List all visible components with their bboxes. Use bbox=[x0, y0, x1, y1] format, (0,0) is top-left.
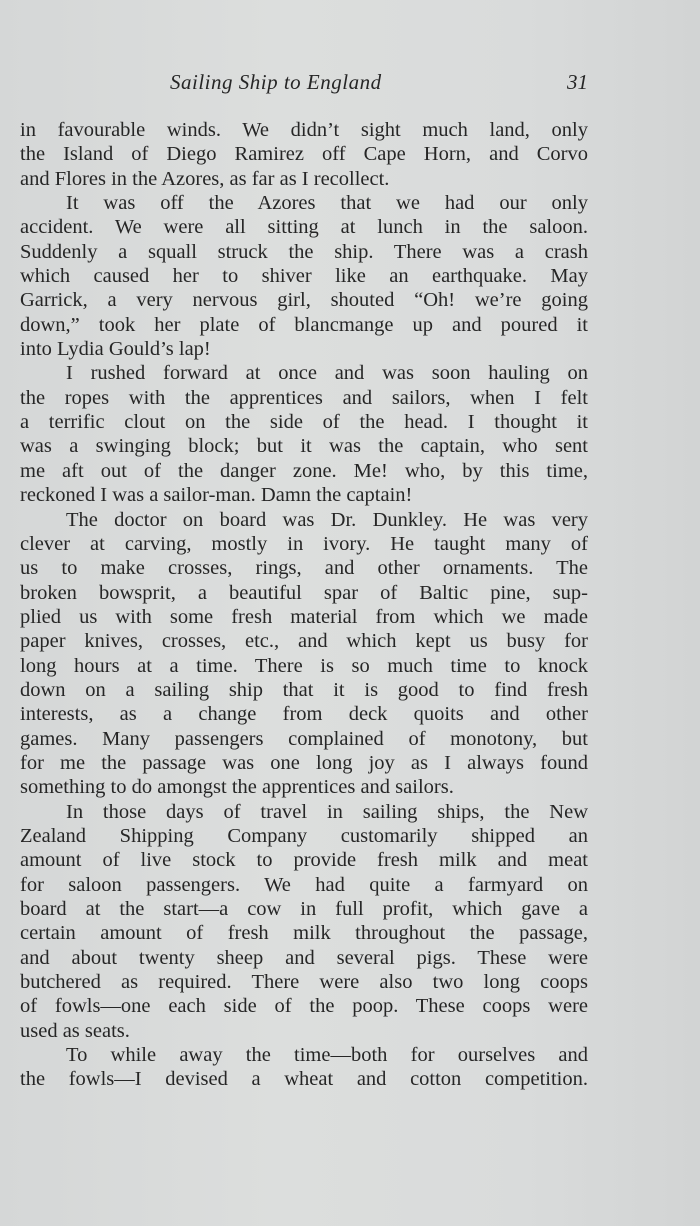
running-title: Sailing Ship to England bbox=[170, 70, 382, 94]
text-line: plied us with some fresh material from which we made bbox=[20, 605, 588, 628]
text-line: long hours at a time. There is so much time to knock bbox=[20, 654, 588, 677]
text-line: Suddenly a squall struck the ship. There was a crash bbox=[20, 240, 588, 263]
text-line: the fowls—I devised a wheat and cotton competition. bbox=[20, 1068, 588, 1091]
text-line: clever at carving, mostly in ivory. He taught many of bbox=[20, 532, 588, 555]
text-line: I rushed forward at once and was soon hauling on bbox=[66, 362, 588, 385]
text-line: was a swinging block; but it was the captain, who sent bbox=[20, 435, 588, 458]
text-line: broken bowsprit, a beautiful spar of Baltic pine, sup- bbox=[20, 581, 588, 604]
text-line: used as seats. bbox=[20, 1019, 130, 1042]
text-line: paper knives, crosses, etc., and which kept us busy for bbox=[20, 630, 588, 653]
text-line: a terrific clout on the side of the head. I thought it bbox=[20, 411, 588, 434]
text-line: and about twenty sheep and several pigs. These were bbox=[20, 946, 588, 969]
text-line: and Flores in the Azores, as far as I recollect. bbox=[20, 167, 390, 190]
text-line: To while away the time—both for ourselves and bbox=[66, 1044, 588, 1067]
text-line: The doctor on board was Dr. Dunkley. He was very bbox=[66, 508, 588, 531]
text-line: interests, as a change from deck quoits and other bbox=[20, 703, 588, 726]
text-line: something to do amongst the apprentices and sailors. bbox=[20, 776, 454, 799]
text-line: In those days of travel in sailing ships, the New bbox=[66, 800, 588, 823]
text-line: amount of live stock to provide fresh milk and meat bbox=[20, 849, 588, 872]
text-line: the ropes with the apprentices and sailors, when I felt bbox=[20, 386, 588, 409]
text-line: us to make crosses, rings, and other ornaments. The bbox=[20, 557, 588, 580]
text-line: which caused her to shiver like an earthquake. May bbox=[20, 265, 588, 288]
text-line: accident. We were all sitting at lunch in the saloon. bbox=[20, 216, 588, 239]
text-line: games. Many passengers complained of monotony, but bbox=[20, 727, 588, 750]
text-line: for me the passage was one long joy as I always found bbox=[20, 751, 588, 774]
text-line: for saloon passengers. We had quite a farmyard on bbox=[20, 873, 588, 896]
text-line: Zealand Shipping Company customarily shipped an bbox=[20, 824, 588, 847]
text-line: butchered as required. There were also two long coops bbox=[20, 971, 588, 994]
text-line: It was off the Azores that we had our only bbox=[66, 192, 588, 215]
text-line: certain amount of fresh milk throughout the passage, bbox=[20, 922, 588, 945]
running-head bbox=[20, 70, 588, 100]
text-line: the Island of Diego Ramirez off Cape Horn, and Corvo bbox=[20, 143, 588, 166]
text-line: of fowls—one each side of the poop. These coops were bbox=[20, 995, 588, 1018]
text-line: down on a sailing ship that it is good to find fresh bbox=[20, 678, 588, 701]
text-line: reckoned I was a sailor-man. Damn the captain! bbox=[20, 484, 413, 507]
body-text bbox=[20, 118, 588, 1092]
text-line: board at the start—a cow in full profit, which gave a bbox=[20, 898, 588, 920]
page-number: 31 bbox=[567, 70, 588, 94]
text-line: me aft out of the danger zone. Me! who, by this time, bbox=[20, 459, 588, 482]
text-line: down,” took her plate of blancmange up and poured it bbox=[20, 313, 588, 336]
text-line: Garrick, a very nervous girl, shouted “Oh! we’re going bbox=[20, 289, 588, 312]
text-line: in favourable winds. We didn’t sight much land, only bbox=[20, 119, 588, 141]
text-line: into Lydia Gould’s lap! bbox=[20, 338, 211, 361]
